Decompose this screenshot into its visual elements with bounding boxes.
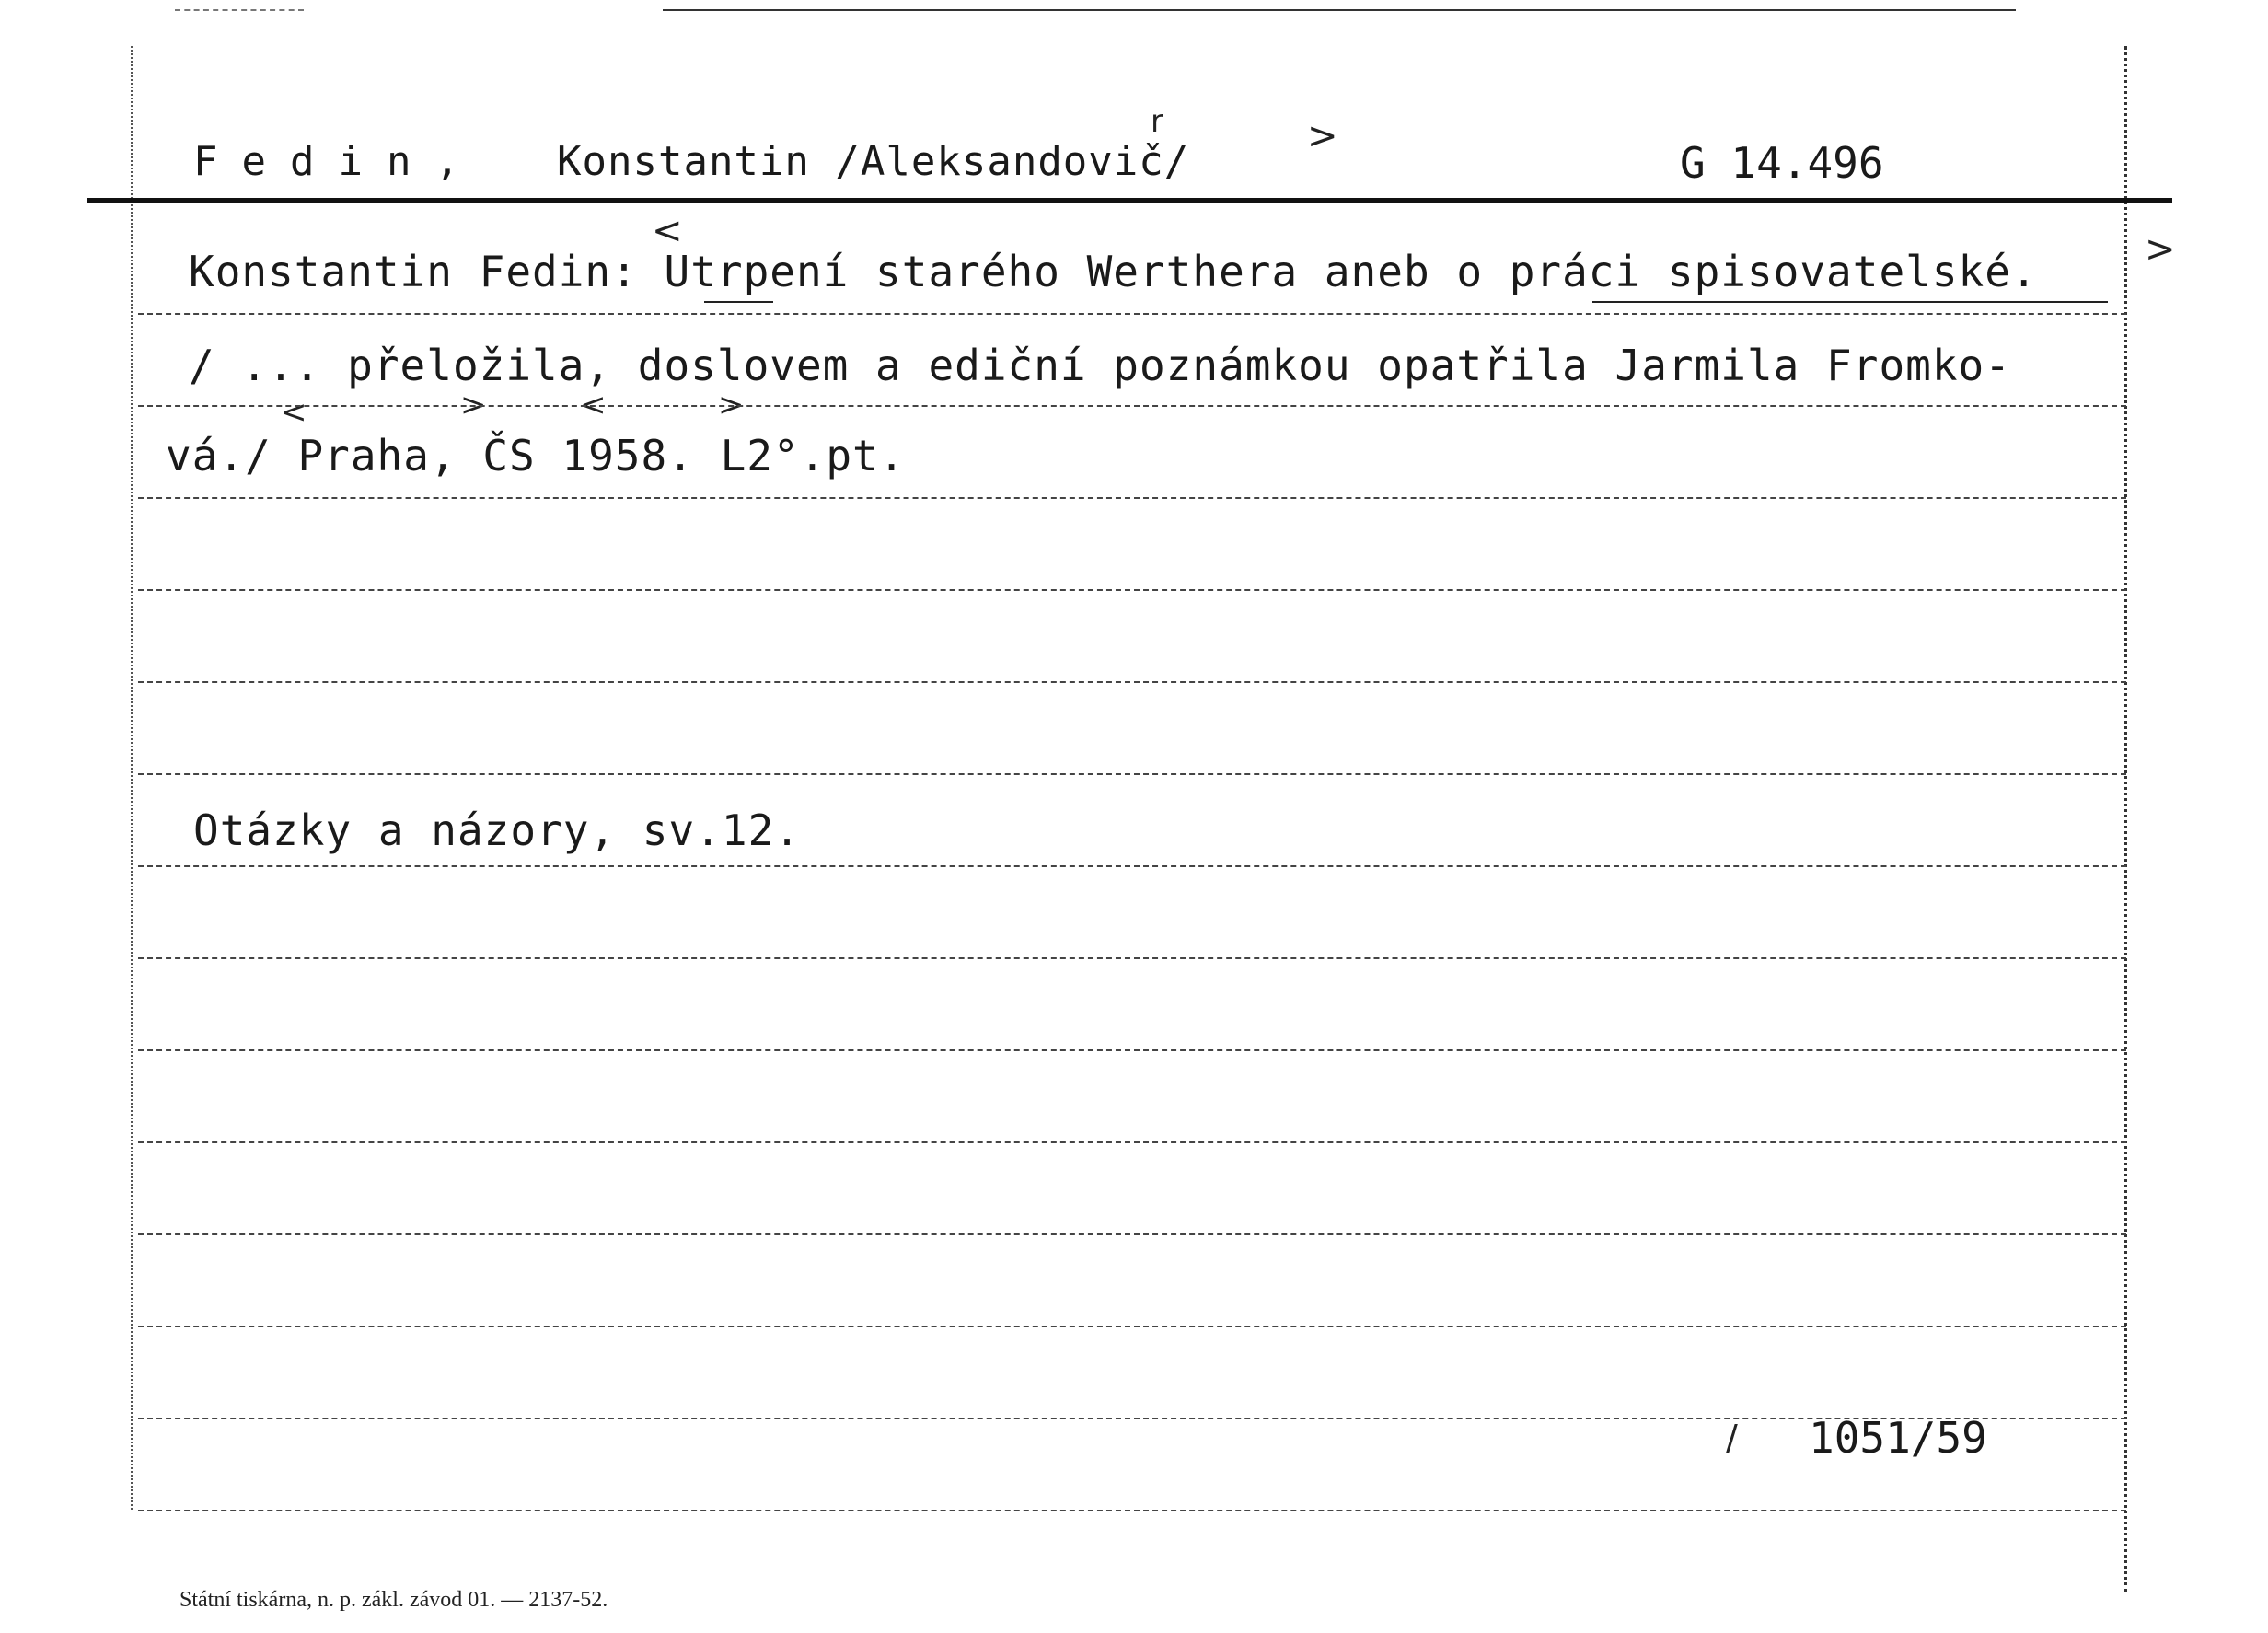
printer-imprint: Státní tiskárna, n. p. zákl. závod 01. — 2137-52.	[179, 1588, 608, 1612]
handwritten-chevron-close: >	[718, 387, 745, 423]
handwritten-chevron-close: >	[460, 387, 487, 423]
imprint-statement: vá./ Praha, ČS 1958. L2°.pt.	[166, 431, 906, 481]
ruled-line	[138, 773, 2126, 775]
ruled-line	[138, 957, 2126, 959]
ruled-line	[138, 1510, 2126, 1511]
handwritten-slash: /	[1726, 1418, 1738, 1458]
ruled-line	[138, 1418, 2126, 1419]
ruled-line	[138, 497, 2126, 499]
handwritten-chevron-close: >	[2145, 228, 2176, 271]
left-dotted-margin	[131, 46, 133, 1510]
responsibility-statement: / ... přeložila, doslovem a ediční poznámkou opatřila Jarmila Fromko-	[189, 341, 2011, 390]
ruled-line	[138, 1141, 2126, 1143]
handwritten-underline	[1592, 301, 2108, 303]
author-forenames: Konstantin /Aleksandovič/	[557, 138, 1190, 185]
ruled-line	[138, 589, 2126, 591]
ruled-line	[138, 1233, 2126, 1235]
handwritten-underline	[704, 301, 773, 303]
handwritten-chevron-open: <	[281, 394, 307, 431]
top-rule	[663, 9, 2016, 11]
top-faint-dash	[175, 9, 304, 11]
ruled-line	[138, 1326, 2126, 1327]
series-statement: Otázky a názory, sv.12.	[193, 805, 801, 855]
accession-number: 1051/59	[1809, 1413, 1987, 1463]
ruled-line	[138, 1049, 2126, 1051]
ruled-line	[138, 681, 2126, 683]
ruled-line	[138, 313, 2126, 315]
ruled-line	[138, 865, 2126, 867]
handwritten-chevron-open: <	[652, 210, 683, 252]
handwritten-chevron-open: <	[580, 387, 607, 423]
ruled-line	[138, 405, 2126, 407]
title-statement: Konstantin Fedin: Utrpení starého Werthera aneb o práci spisovatelské.	[189, 247, 2038, 296]
heading-rule	[87, 198, 2172, 203]
handwritten-insert-r: r	[1151, 103, 1163, 140]
author-surname: Fedin,	[193, 138, 483, 185]
handwritten-chevron-close: >	[1307, 115, 1338, 157]
right-dotted-margin	[2124, 46, 2127, 1592]
call-number: G 14.496	[1680, 138, 1884, 188]
